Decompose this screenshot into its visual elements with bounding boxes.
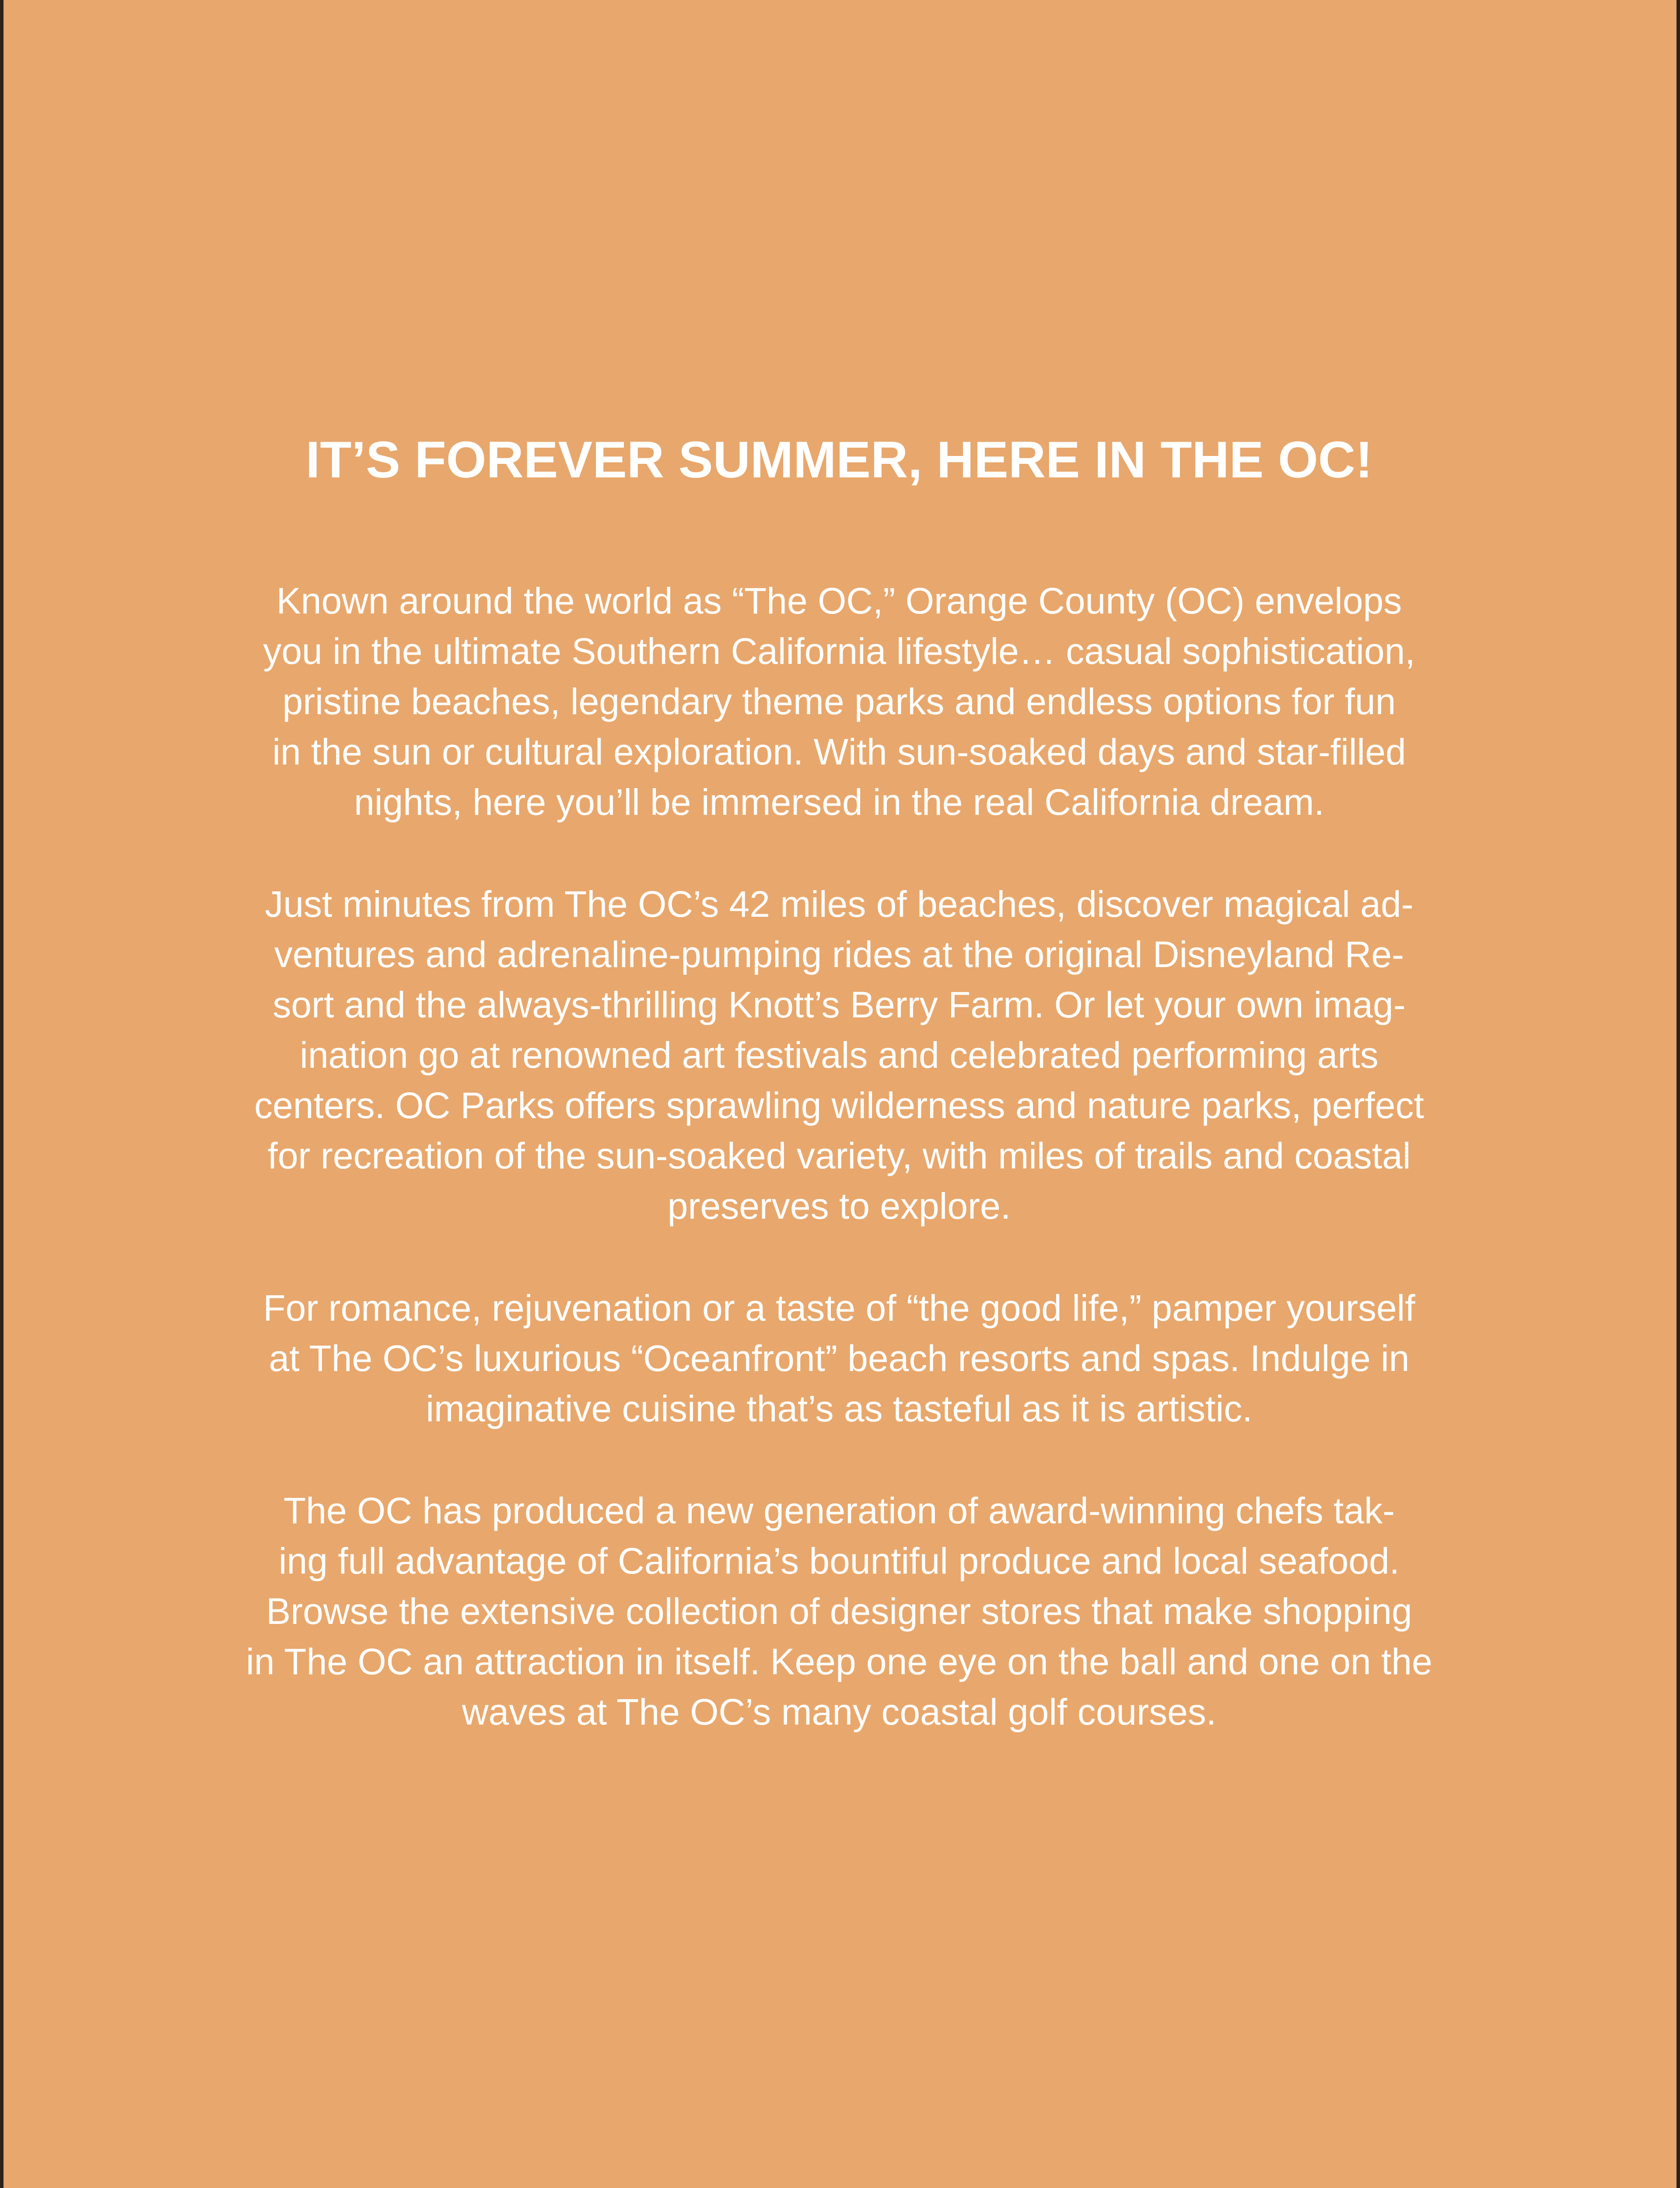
paragraph-resorts bbox=[192, 1283, 1487, 1434]
paragraph-line: ventures and adrenaline-pumping rides at the original Disneyland Re- bbox=[274, 934, 1404, 975]
paragraph-line: sort and the always-thrilling Knott’s Berry Farm. Or let your own imag- bbox=[273, 984, 1406, 1025]
paragraph-line: imaginative cuisine that’s as tasteful as it is artistic. bbox=[426, 1388, 1253, 1429]
paragraph-line: Browse the extensive collection of designer stores that make shopping bbox=[266, 1591, 1412, 1632]
paragraph-line: nights, here you’ll be immersed in the real California dream. bbox=[354, 782, 1324, 823]
content-block bbox=[192, 427, 1487, 1737]
paragraph-attractions bbox=[192, 879, 1487, 1231]
paragraph-line: centers. OC Parks offers sprawling wilderness and nature parks, perfect bbox=[254, 1085, 1424, 1126]
paragraph-line: for recreation of the sun-soaked variety, with miles of trails and coastal bbox=[267, 1135, 1411, 1176]
paragraph-intro bbox=[192, 576, 1487, 828]
paragraph-line: ination go at renowned art festivals and celebrated performing arts bbox=[300, 1034, 1379, 1076]
paragraph-line: at The OC’s luxurious “Oceanfront” beach resorts and spas. Indulge in bbox=[269, 1338, 1410, 1379]
paragraph-line: Known around the world as “The OC,” Orange County (OC) envelops bbox=[276, 580, 1402, 621]
paragraph-line: in The OC an attraction in itself. Keep one eye on the ball and one on the bbox=[246, 1641, 1432, 1682]
paragraph-line: you in the ultimate Southern California lifestyle… casual sophistication, bbox=[263, 631, 1415, 672]
paragraph-line: preserves to explore. bbox=[667, 1185, 1011, 1227]
paragraph-line: Just minutes from The OC’s 42 miles of beaches, discover magical ad- bbox=[265, 884, 1414, 925]
page-title: IT’S FOREVER SUMMER, HERE IN THE OC! bbox=[305, 431, 1373, 489]
paragraph-line: in the sun or cultural exploration. With sun-soaked days and star-filled bbox=[272, 731, 1406, 772]
paragraph-dining-shopping bbox=[192, 1486, 1487, 1737]
paragraph-line: pristine beaches, legendary theme parks and endless options for fun bbox=[282, 681, 1396, 722]
paragraph-line: For romance, rejuvenation or a taste of “the good life,” pamper yourself bbox=[263, 1287, 1415, 1329]
paragraph-line: waves at The OC’s many coastal golf courses. bbox=[462, 1691, 1217, 1732]
paragraph-line: ing full advantage of California’s bountiful produce and local seafood. bbox=[278, 1540, 1400, 1581]
paragraph-line: The OC has produced a new generation of award-winning chefs tak- bbox=[283, 1490, 1395, 1531]
